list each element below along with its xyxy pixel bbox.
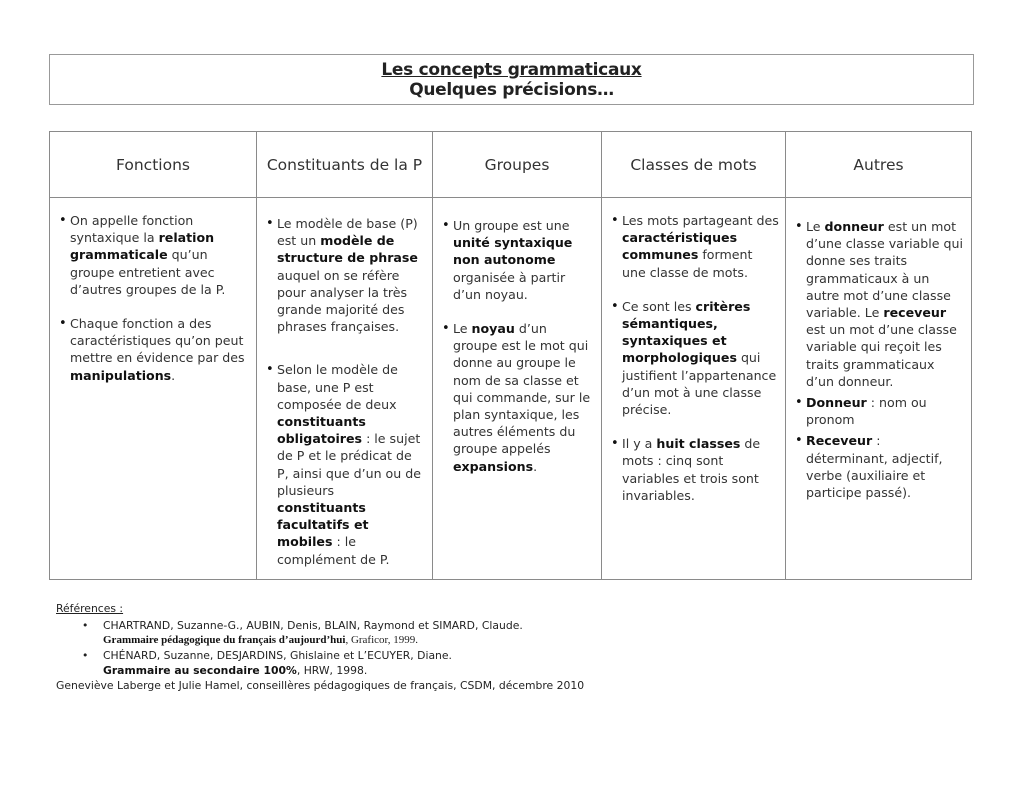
bullet-icon: • xyxy=(82,619,89,632)
text: Le xyxy=(453,321,472,337)
list-item xyxy=(622,435,779,504)
text: est un mot d’une classe variable qui donne ses traits grammaticaux à un autre mot d’une classe variable. Le xyxy=(806,219,964,321)
bold-term: noyau xyxy=(471,321,515,337)
list-item xyxy=(806,218,965,390)
list-item xyxy=(453,320,595,475)
text: forment une classe de mots. xyxy=(622,247,753,280)
text: : déterminant, adjectif, verbe (auxiliaire et participe passé). xyxy=(806,433,943,501)
bold-term: constituants facultatifs et mobiles xyxy=(277,500,369,550)
text: organisée à partir d’un noyau. xyxy=(453,269,566,302)
list-item xyxy=(70,315,250,384)
list-item xyxy=(70,212,250,298)
bold-term: relation grammaticale xyxy=(70,230,215,263)
text: qu’un groupe entretient avec d’autres groupes de la P. xyxy=(70,247,226,297)
bold-term: expansions xyxy=(453,458,534,474)
text: Chaque fonction a des caractéristiques qu’on peut mettre en évidence par des xyxy=(70,316,245,366)
reference-book xyxy=(103,663,616,678)
publisher: , HRW, 1998. xyxy=(296,664,368,677)
bold-term: manipulations xyxy=(70,367,172,383)
references-title: Références : xyxy=(56,602,124,615)
text: auquel on se réfère pour analyser la très grande majorité des phrases françaises. xyxy=(277,267,408,335)
bold-term: critères sémantiques, syntaxiques et morphologiques xyxy=(622,298,751,366)
text: : le complément de P. xyxy=(277,534,390,567)
text: : nom ou pronom xyxy=(806,395,927,428)
header-fonctions: Fonctions xyxy=(50,132,257,198)
cell-constituants xyxy=(257,198,433,580)
list-item xyxy=(622,298,779,418)
header-autres: Autres xyxy=(786,132,972,198)
bold-term: caractéristiques communes xyxy=(622,230,738,263)
list-item xyxy=(622,212,779,281)
bold-term: receveur xyxy=(883,305,947,321)
list-item xyxy=(277,361,426,567)
bold-term: modèle de structure de phrase xyxy=(277,233,418,266)
book-title: Grammaire au secondaire 100% xyxy=(103,664,297,677)
cell-classes-de-mots xyxy=(602,198,786,580)
text: Ce sont les xyxy=(622,298,696,314)
reference-item xyxy=(56,618,616,648)
text: Selon le modèle de base, une P est composée de deux xyxy=(277,362,398,412)
text: Le xyxy=(806,219,825,234)
text: de mots : cinq sont variables et trois sont invariables. xyxy=(622,436,761,503)
cell-groupes xyxy=(433,198,602,580)
reference-authors: CHÉNARD, Suzanne, DESJARDINS, Ghislaine et L’ECUYER, Diane. xyxy=(103,649,452,662)
cell-autres xyxy=(786,198,972,580)
table-row xyxy=(50,198,972,580)
document-title-box xyxy=(49,54,974,105)
book-title: Grammaire pédagogique du français d’aujourd’hui xyxy=(103,634,346,646)
bold-term: constituants obligatoires xyxy=(277,414,366,447)
list-item xyxy=(453,217,595,303)
bold-term: unité syntaxique non autonome xyxy=(453,235,573,268)
cell-fonctions xyxy=(50,198,257,580)
bold-term: donneur xyxy=(824,219,884,234)
text: qui justifient l’appartenance d’un mot à une classe précise. xyxy=(622,350,777,418)
bold-term: Receveur xyxy=(806,433,873,449)
concepts-table xyxy=(49,131,972,580)
document-title: Les concepts grammaticaux xyxy=(381,60,642,80)
text: d’un groupe est le mot qui donne au groupe le nom de sa classe et qui commande, sur le plan syntaxique, les autres éléments du groupe appelés xyxy=(453,321,591,457)
list-item xyxy=(806,394,965,428)
text: . xyxy=(533,458,538,474)
text: Un groupe est une xyxy=(453,218,570,233)
text: : le sujet de P et le prédicat de P, ainsi que d’un ou de plusieurs xyxy=(277,431,421,498)
text: est un mot d’une classe variable qui reçoit les traits grammaticaux d’un donneur. xyxy=(806,322,957,389)
list-item xyxy=(277,215,426,335)
publisher: , Graficor, 1999. xyxy=(345,634,419,646)
bold-term: huit classes xyxy=(656,436,741,452)
text: On appelle fonction syntaxique la xyxy=(70,213,194,246)
document-subtitle: Quelques précisions… xyxy=(409,80,614,100)
text: . xyxy=(171,367,176,383)
header-groupes: Groupes xyxy=(433,132,602,198)
bold-term: Donneur xyxy=(806,395,867,411)
table-header-row xyxy=(50,132,972,198)
reference-item xyxy=(56,648,616,678)
text: Il y a xyxy=(622,436,657,452)
header-constituants: Constituants de la P xyxy=(257,132,433,198)
bullet-icon: • xyxy=(82,649,89,662)
text: Les mots partageant des xyxy=(622,213,779,228)
reference-book xyxy=(103,633,616,648)
references-section xyxy=(56,601,616,693)
header-classes-de-mots: Classes de mots xyxy=(602,132,786,198)
reference-authors: CHARTRAND, Suzanne-G., AUBIN, Denis, BLAIN, Raymond et SIMARD, Claude. xyxy=(103,619,523,632)
text: Le modèle de base (P) est un xyxy=(277,216,418,249)
credit-line: Geneviève Laberge et Julie Hamel, conseillères pédagogiques de français, CSDM, décembre 2010 xyxy=(56,679,585,692)
list-item xyxy=(806,432,965,501)
